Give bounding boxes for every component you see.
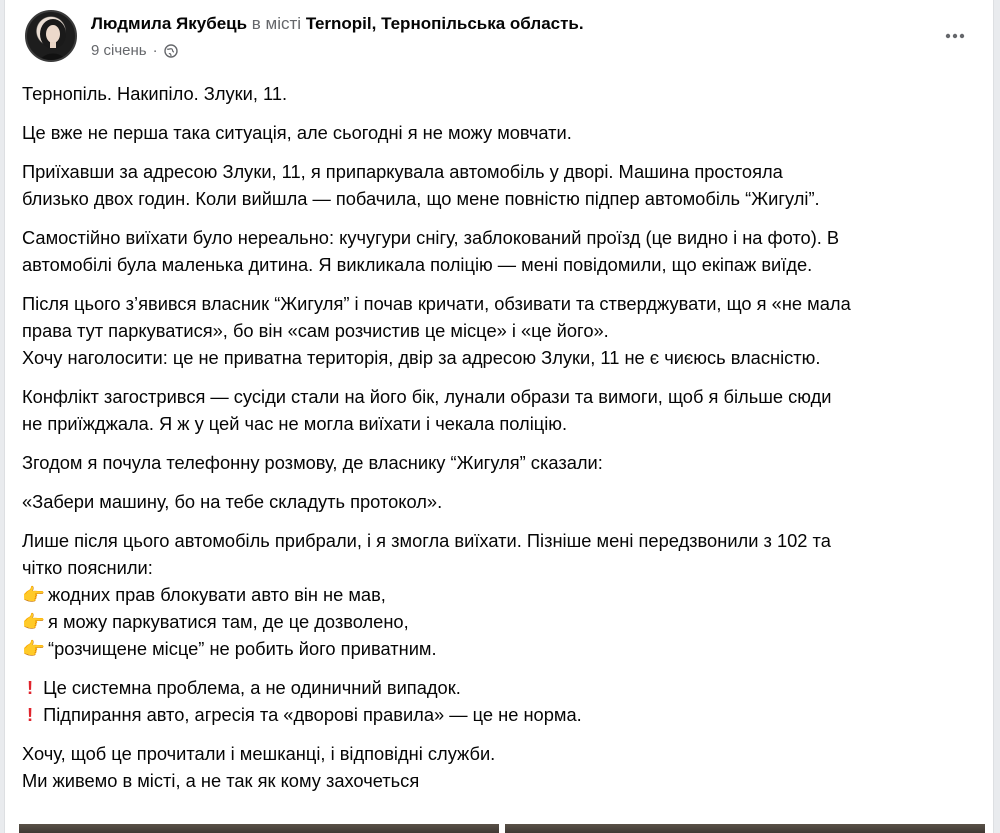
text-line: Після цього з’явився власник “Жигуля” і почав кричати, обзивати та стверджувати, що я «не мала <box>22 293 851 314</box>
red-exclamation-icon: ! <box>26 677 34 698</box>
text-line: Конфлікт загострився — сусіди стали на його бік, лунали образи та вимоги, щоб я більше сюди <box>22 386 832 407</box>
paragraph: «Забери машину, бо на тебе складуть протокол». <box>22 491 443 512</box>
paragraph <box>22 383 982 437</box>
more-options-button[interactable] <box>937 24 973 52</box>
pointing-hand-icon: 👉 <box>22 584 45 605</box>
author-location[interactable]: Ternopil, Тернопільська область. <box>305 14 584 33</box>
paragraph: Тернопіль. Накипіло. Злуки, 11. <box>22 83 288 104</box>
list-item-text: жодних прав блокувати авто він не мав, <box>48 584 386 605</box>
red-exclamation-icon: ! <box>26 704 34 725</box>
list-item-text: Це системна проблема, а не одиничний випадок. <box>43 677 461 698</box>
text-line: права тут паркуватися», бо він «сам розчистив це місце» і «це його». <box>22 320 609 341</box>
text-line: Ми живемо в місті, а не так як кому захочеться <box>22 770 420 791</box>
paragraph <box>22 158 982 212</box>
list-item <box>22 608 982 635</box>
post-photo[interactable] <box>19 824 499 833</box>
list-item <box>22 635 982 662</box>
list-item-text: Підпирання авто, агресія та «дворові правила» — це не норма. <box>43 704 582 725</box>
meta-dot: · <box>152 42 158 59</box>
post-text <box>22 80 982 806</box>
paragraph <box>22 674 982 728</box>
photo-strip <box>19 824 985 833</box>
paragraph <box>22 527 982 662</box>
paragraph <box>22 224 982 278</box>
avatar-portrait <box>27 12 77 62</box>
avatar[interactable] <box>25 10 77 62</box>
author-name[interactable]: Людмила Якубець <box>91 14 248 33</box>
paragraph <box>22 290 982 371</box>
list-item-text: “розчищене місце” не робить його приватним. <box>48 638 437 659</box>
list-item-text: я можу паркуватися там, де це дозволено, <box>48 611 409 632</box>
post-date[interactable]: 9 січень <box>91 42 147 59</box>
text-line: близько двох годин. Коли вийшла — побачила, що мене повністю підпер автомобіль “Жигулі”. <box>22 188 820 209</box>
paragraph: Це вже не перша така ситуація, але сьогодні я не можу мовчати. <box>22 122 572 143</box>
post-header <box>25 10 973 70</box>
post-photo[interactable] <box>505 824 985 833</box>
paragraph <box>22 740 982 794</box>
list-item <box>22 581 982 608</box>
list-item <box>22 674 982 701</box>
author-line <box>91 14 584 34</box>
text-line: Лише після цього автомобіль прибрали, і я змогла виїхати. Пізніше мені передзвонили з 102 та <box>22 530 831 551</box>
globe-icon <box>164 44 178 58</box>
text-line: чітко пояснили: <box>22 557 153 578</box>
list-item <box>22 701 982 728</box>
text-line: Хочу, щоб це прочитали і мешканці, і відповідні служби. <box>22 743 496 764</box>
paragraph: Згодом я почула телефонну розмову, де власнику “Жигуля” сказали: <box>22 452 603 473</box>
text-line: Хочу наголосити: це не приватна територія, двір за адресою Злуки, 11 не є чиєюсь власністю. <box>22 347 821 368</box>
text-line: Самостійно виїхати було нереально: кучугури снігу, заблокований проїзд (це видно і на фото). В <box>22 227 840 248</box>
facebook-post <box>4 0 994 833</box>
text-line: автомобілі була маленька дитина. Я викликала поліцію — мені повідомили, що екіпаж виїде. <box>22 254 813 275</box>
text-line: Приїхавши за адресою Злуки, 11, я припаркувала автомобіль у дворі. Машина простояла <box>22 161 783 182</box>
text-line: не приїжджала. Я ж у цей час не могла виїхати і чекала поліцію. <box>22 413 568 434</box>
pointing-hand-icon: 👉 <box>22 611 45 632</box>
more-horizontal-icon <box>943 24 967 48</box>
author-in-text: в місті <box>251 14 302 33</box>
pointing-hand-icon: 👉 <box>22 638 45 659</box>
post-meta <box>91 42 178 59</box>
